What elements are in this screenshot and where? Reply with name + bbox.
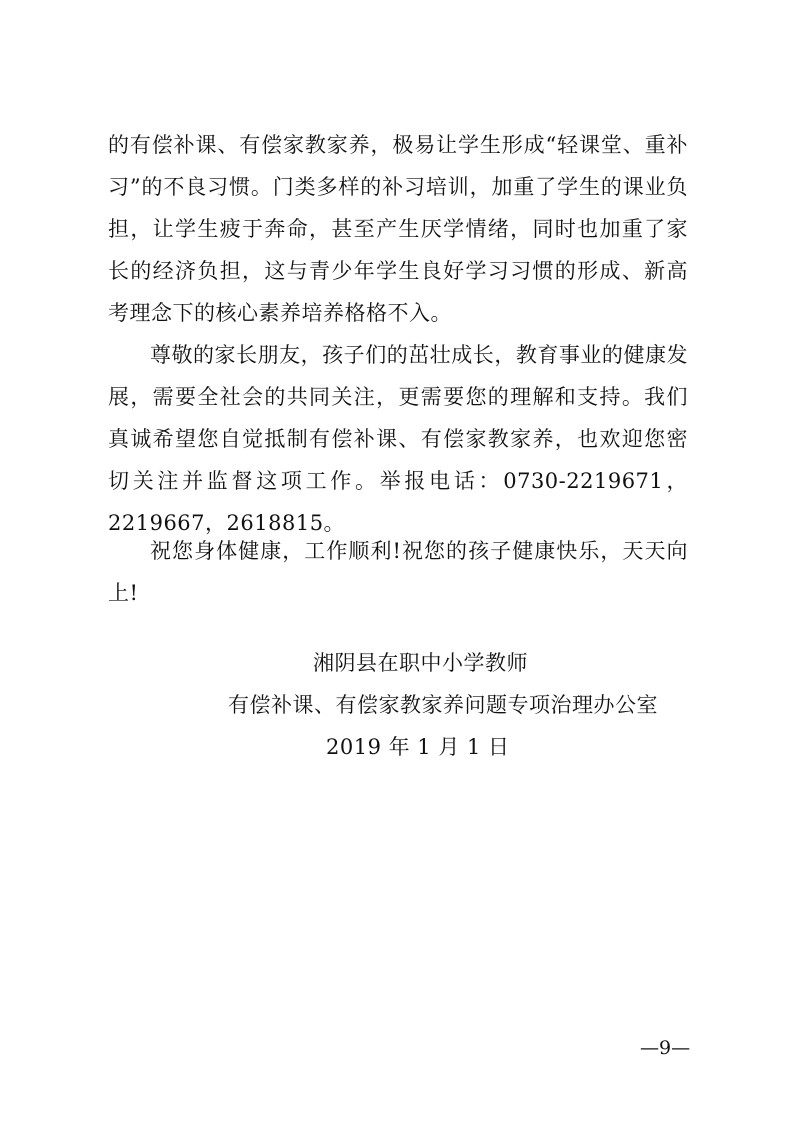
signature-office: 有偿补课、有偿家教家养问题专项治理办公室 <box>228 693 658 717</box>
signature-organization: 湘阴县在职中小学教师 <box>313 651 528 675</box>
signature-date: 2019 年 1 月 1 日 <box>326 735 510 759</box>
body-paragraph: 尊敬的家长朋友，孩子们的茁壮成长，教育事业的健康发展，需要全社会的共同关注，更需要您的理解和支持。我们真诚希望您自觉抵制有偿补课、有偿家教家养，也欢迎您密切关注并监督这项工作。举报电话：0730-2219671，2219667，2618815。 <box>108 343 688 535</box>
closing-greeting: 祝您身体健康，工作顺利!祝您的孩子健康快乐，天天向上! <box>108 539 688 605</box>
page-number: —9— <box>640 1037 691 1059</box>
body-paragraph: 的有偿补课、有偿家教家养，极易让学生形成“轻课堂、重补习”的不良习惯。门类多样的补习培训，加重了学生的课业负担，让学生疲于奔命，甚至产生厌学情绪，同时也加重了家长的经济负担，这与青少年学生良好学习习惯的形成、新高考理念下的核心素养培养格格不入。 <box>108 133 688 325</box>
